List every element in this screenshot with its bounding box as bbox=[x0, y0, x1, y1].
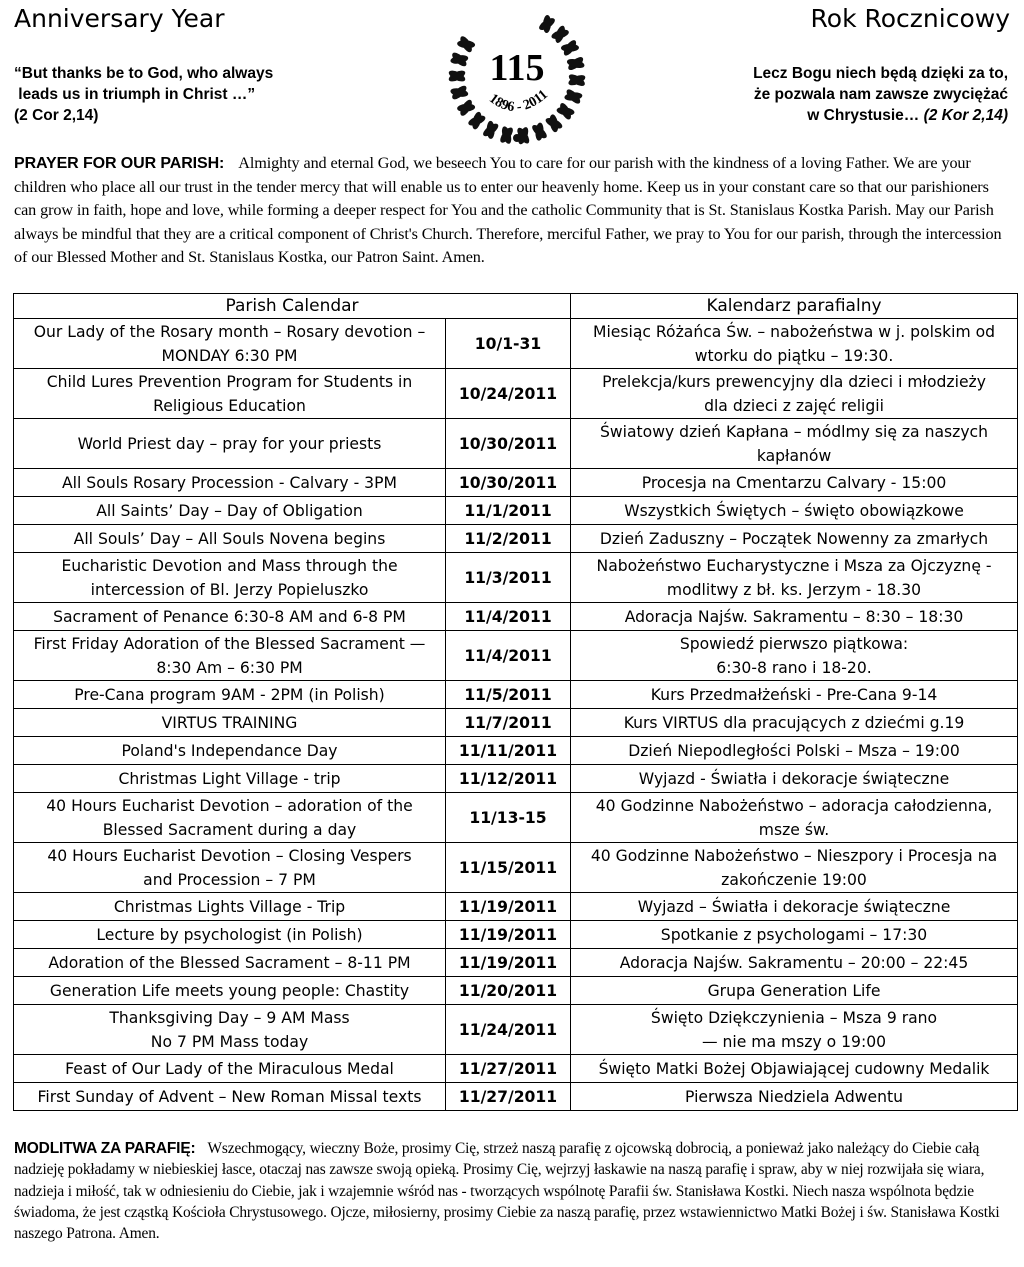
calendar-event-polish: Wyjazd - Światła i dekoracje świąteczne bbox=[571, 765, 1018, 793]
calendar-event-english: All Saints’ Day – Day of Obligation bbox=[14, 497, 446, 525]
calendar-event-polish: Święto Matki Bożej Objawiającej cudowny Medalik bbox=[571, 1055, 1018, 1083]
emblem-number: 115 bbox=[489, 47, 545, 89]
prayer-text-english: Almighty and eternal God, we beseech You to care for our parish with the kindness of a loving Father. We are your children who place all our trust in the tender mercy that will enable us to enter our heavenly home. Keep us in your constant care so that our parishioners can grow in faith, hope and love, while forming a deeper respect for You and the catholic Community that is St. Stanislaus Kostka Parish. May our Parish always be mindful that they are a critical component of Christ's Church. Therefore, merciful Father, we pray to You for our parish, through the intercession of our Blessed Mother and St. Stanislaus Kostka, our Patron Saint. Amen. bbox=[14, 154, 1002, 267]
calendar-row bbox=[14, 737, 1018, 765]
calendar-date: 11/3/2011 bbox=[446, 553, 571, 603]
calendar-row bbox=[14, 843, 1018, 893]
page-header bbox=[0, 0, 1024, 150]
calendar-event-polish: Prelekcja/kurs prewencyjny dla dzieci i młodzieży dla dzieci z zajęć religii bbox=[571, 369, 1018, 419]
scripture-quote-polish-text: Lecz Bogu niech będą dzięki za to, że pozwala nam zawsze zwyciężać w Chrystusie… bbox=[753, 65, 1008, 124]
calendar-event-english: Christmas Light Village - trip bbox=[14, 765, 446, 793]
calendar-row bbox=[14, 603, 1018, 631]
parish-prayer-polish bbox=[14, 1138, 1009, 1244]
calendar-event-english: First Sunday of Advent – New Roman Missal texts bbox=[14, 1083, 446, 1111]
calendar-row bbox=[14, 921, 1018, 949]
calendar-date: 11/4/2011 bbox=[446, 631, 571, 681]
calendar-row bbox=[14, 1083, 1018, 1111]
prayer-label-english: PRAYER FOR OUR PARISH: bbox=[14, 155, 225, 172]
emblem-years: 1896 - 2011 bbox=[486, 87, 551, 116]
calendar-event-polish: Światowy dzień Kapłana – módlmy się za naszych kapłanów bbox=[571, 419, 1018, 469]
calendar-date: 11/19/2011 bbox=[446, 921, 571, 949]
calendar-event-polish: Grupa Generation Life bbox=[571, 977, 1018, 1005]
calendar-event-english: Pre-Cana program 9AM - 2PM (in Polish) bbox=[14, 681, 446, 709]
calendar-event-english: First Friday Adoration of the Blessed Sacrament — 8:30 Am – 6:30 PM bbox=[14, 631, 446, 681]
calendar-date: 11/24/2011 bbox=[446, 1005, 571, 1055]
calendar-event-polish: Wyjazd – Światła i dekoracje świąteczne bbox=[571, 893, 1018, 921]
calendar-date: 11/1/2011 bbox=[446, 497, 571, 525]
calendar-date: 11/4/2011 bbox=[446, 603, 571, 631]
title-english: Anniversary Year bbox=[14, 4, 225, 33]
calendar-date: 11/13-15 bbox=[446, 793, 571, 843]
calendar-event-polish: Spowiedź pierwszo piątkowa: 6:30-8 rano i 18-20. bbox=[571, 631, 1018, 681]
calendar-date: 11/2/2011 bbox=[446, 525, 571, 553]
calendar-row bbox=[14, 949, 1018, 977]
calendar-event-english: Lecture by psychologist (in Polish) bbox=[14, 921, 446, 949]
calendar-date: 10/30/2011 bbox=[446, 469, 571, 497]
calendar-event-polish: Nabożeństwo Eucharystyczne i Msza za Ojczyznę - modlitwy z bł. ks. Jerzym - 18.30 bbox=[571, 553, 1018, 603]
calendar-row bbox=[14, 709, 1018, 737]
calendar-event-english: Adoration of the Blessed Sacrament – 8-11 PM bbox=[14, 949, 446, 977]
calendar-event-english: 40 Hours Eucharist Devotion – Closing Vespers and Procession – 7 PM bbox=[14, 843, 446, 893]
calendar-header-row bbox=[14, 294, 1018, 319]
calendar-event-polish: Wszystkich Świętych – święto obowiązkowe bbox=[571, 497, 1018, 525]
calendar-date: 11/27/2011 bbox=[446, 1083, 571, 1111]
calendar-event-polish: Kurs VIRTUS dla pracujących z dziećmi g.19 bbox=[571, 709, 1018, 737]
scripture-quote-polish bbox=[753, 63, 1008, 126]
calendar-event-polish: Procesja na Cmentarzu Calvary - 15:00 bbox=[571, 469, 1018, 497]
scripture-quote-english: “But thanks be to God, who always leads us in triumph in Christ …” (2 Cor 2,14) bbox=[14, 65, 274, 124]
calendar-event-polish: Dzień Zaduszny – Początek Nowenny za zmarłych bbox=[571, 525, 1018, 553]
calendar-event-english: VIRTUS TRAINING bbox=[14, 709, 446, 737]
calendar-event-polish: Dzień Niepodległości Polski – Msza – 19:00 bbox=[571, 737, 1018, 765]
calendar-event-english: Feast of Our Lady of the Miraculous Medal bbox=[14, 1055, 446, 1083]
calendar-row bbox=[14, 893, 1018, 921]
calendar-event-english: All Souls Rosary Procession - Calvary - 3PM bbox=[14, 469, 446, 497]
calendar-date: 10/30/2011 bbox=[446, 419, 571, 469]
calendar-date: 11/27/2011 bbox=[446, 1055, 571, 1083]
calendar-event-english: 40 Hours Eucharist Devotion – adoration of the Blessed Sacrament during a day bbox=[14, 793, 446, 843]
calendar-date: 11/15/2011 bbox=[446, 843, 571, 893]
scripture-quote-polish-ref: (2 Kor 2,14) bbox=[923, 107, 1008, 124]
calendar-event-polish: Pierwsza Niedziela Adwentu bbox=[571, 1083, 1018, 1111]
calendar-event-polish: 40 Godzinne Nabożeństwo – adoracja całodzienna, msze św. bbox=[571, 793, 1018, 843]
calendar-event-polish: Święto Dziękczynienia – Msza 9 rano — nie ma mszy o 19:00 bbox=[571, 1005, 1018, 1055]
calendar-row bbox=[14, 977, 1018, 1005]
calendar-date: 10/24/2011 bbox=[446, 369, 571, 419]
calendar-row bbox=[14, 553, 1018, 603]
prayer-label-polish: MODLITWA ZA PARAFIĘ: bbox=[14, 1140, 196, 1157]
calendar-date: 11/20/2011 bbox=[446, 977, 571, 1005]
calendar-header-english: Parish Calendar bbox=[14, 294, 571, 319]
calendar-event-polish: Miesiąc Różańca Św. – nabożeństwa w j. polskim od wtorku do piątku – 19:30. bbox=[571, 319, 1018, 369]
prayer-text-polish: Wszechmogący, wieczny Boże, prosimy Cię, strzeż naszą parafię z ojcowską dobrocią, a ponieważ jako należący do Ciebie całą nadzieję pokładamy w niebieskiej łasce, otaczaj nas zawsze swoją opieką. Prosimy Cię, wejrzyj łaskawie na naszą parafię i spraw, aby w niej rozwijała się wiara, nadzieja i miłość, tak w odniesieniu do Ciebie, jak i wzajemnie wśród nas - tworzących wspólnotę Parafii św. Stanisława Kostki. Niech nasza wspólnota będzie świadoma, że jest cząstką Kościoła Chrystusowego. Ojcze, miłosierny, prosimy Ciebie za naszą parafię, przez wstawiennictwo Matki Bożej i św. Stanisława Kostki naszego Patrona. Amen. bbox=[14, 1140, 1000, 1243]
calendar-event-english: All Souls’ Day – All Souls Novena begins bbox=[14, 525, 446, 553]
calendar-event-english: Our Lady of the Rosary month – Rosary devotion – MONDAY 6:30 PM bbox=[14, 319, 446, 369]
calendar-date: 11/11/2011 bbox=[446, 737, 571, 765]
calendar-date: 11/12/2011 bbox=[446, 765, 571, 793]
calendar-event-polish: Adoracja Najśw. Sakramentu – 20:00 – 22:45 bbox=[571, 949, 1018, 977]
calendar-event-english: Child Lures Prevention Program for Students in Religious Education bbox=[14, 369, 446, 419]
laurel-wreath-icon bbox=[448, 4, 586, 148]
calendar-date: 11/19/2011 bbox=[446, 893, 571, 921]
calendar-date: 10/1-31 bbox=[446, 319, 571, 369]
calendar-date: 11/5/2011 bbox=[446, 681, 571, 709]
calendar-event-english: Generation Life meets young people: Chastity bbox=[14, 977, 446, 1005]
calendar-row bbox=[14, 497, 1018, 525]
calendar-date: 11/19/2011 bbox=[446, 949, 571, 977]
parish-calendar-table bbox=[13, 293, 1018, 1111]
calendar-event-polish: 40 Godzinne Nabożeństwo – Nieszpory i Procesja na zakończenie 19:00 bbox=[571, 843, 1018, 893]
calendar-event-english: Sacrament of Penance 6:30-8 AM and 6-8 PM bbox=[14, 603, 446, 631]
calendar-row bbox=[14, 631, 1018, 681]
calendar-row bbox=[14, 319, 1018, 369]
calendar-event-english: Christmas Lights Village - Trip bbox=[14, 893, 446, 921]
calendar-row bbox=[14, 765, 1018, 793]
calendar-event-english: Thanksgiving Day – 9 AM Mass No 7 PM Mass today bbox=[14, 1005, 446, 1055]
calendar-event-english: Eucharistic Devotion and Mass through the intercession of Bl. Jerzy Popieluszko bbox=[14, 553, 446, 603]
calendar-event-english: Poland's Independance Day bbox=[14, 737, 446, 765]
parish-prayer-english bbox=[14, 152, 1004, 270]
calendar-row bbox=[14, 469, 1018, 497]
calendar-date: 11/7/2011 bbox=[446, 709, 571, 737]
calendar-row bbox=[14, 793, 1018, 843]
calendar-event-polish: Kurs Przedmałżeński - Pre-Cana 9-14 bbox=[571, 681, 1018, 709]
calendar-header-polish: Kalendarz parafialny bbox=[571, 294, 1018, 319]
calendar-row bbox=[14, 419, 1018, 469]
title-polish: Rok Rocznicowy bbox=[810, 4, 1010, 33]
calendar-row bbox=[14, 1055, 1018, 1083]
calendar-row bbox=[14, 1005, 1018, 1055]
calendar-event-polish: Spotkanie z psychologami – 17:30 bbox=[571, 921, 1018, 949]
calendar-event-polish: Adoracja Najśw. Sakramentu – 8:30 – 18:30 bbox=[571, 603, 1018, 631]
calendar-row bbox=[14, 681, 1018, 709]
calendar-row bbox=[14, 369, 1018, 419]
calendar-row bbox=[14, 525, 1018, 553]
calendar-event-english: World Priest day – pray for your priests bbox=[14, 419, 446, 469]
